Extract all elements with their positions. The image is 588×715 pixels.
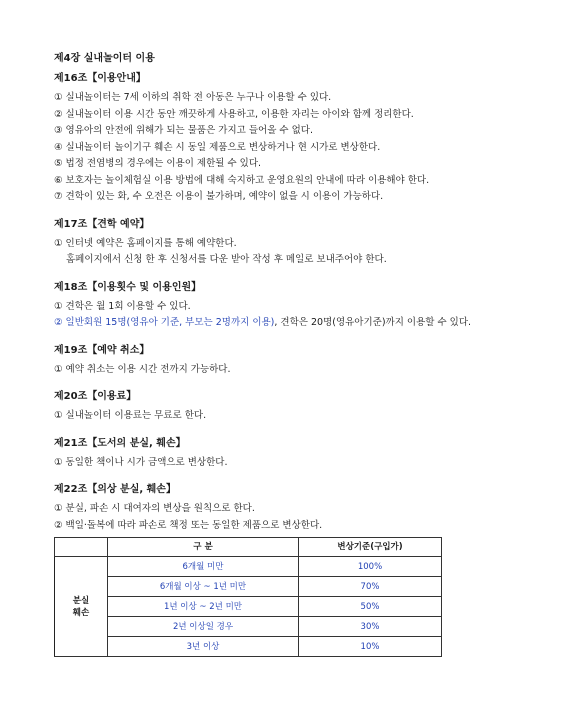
table-row	[55, 637, 442, 657]
article-title: 제20조【이용료】	[54, 391, 137, 402]
table-header-empty	[55, 538, 108, 557]
article-item	[54, 107, 554, 124]
rate-cell: 50%	[299, 597, 442, 617]
article-item-text: ① 인터넷 예약은 홈페이지를 통해 예약한다.	[54, 237, 237, 249]
table-row	[55, 617, 442, 637]
article-item	[54, 90, 554, 107]
period-cell: 2년 이상일 경우	[108, 617, 299, 637]
table-header-category: 구 분	[108, 538, 299, 557]
article-section	[54, 281, 554, 332]
article-title: 제19조【예약 취소】	[54, 344, 150, 356]
article-item	[54, 299, 554, 316]
article-item-text: ② 백일·돌복에 따라 파손로 책정 또는 동일한 제품으로 변상한다.	[54, 519, 323, 531]
article-item-text: ④ 실내놀이터 놀이기구 훼손 시 동일 제품으로 변상하거나 현 시가로 변상한다.	[54, 141, 381, 153]
article-item-text: ⑤ 법정 전염병의 경우에는 이용이 제한될 수 있다.	[54, 158, 262, 169]
article-title: 제18조【이용횟수 및 이용인원】	[54, 281, 202, 293]
articles-container	[54, 72, 554, 534]
article-item-text: ② 실내놀이터 이용 시간 동안 깨끗하게 사용하고, 이용한 자리는 아이와 함께 정리한다.	[54, 108, 414, 120]
article-item-text: ⑦ 견학이 있는 화, 수 오전은 이용이 불가하며, 예약이 없을 시 이용이 가능하다.	[54, 191, 384, 202]
article-title: 제17조【견학 예약】	[54, 218, 150, 230]
table-header-rate: 변상기준(구입가)	[299, 538, 442, 557]
article-section	[54, 483, 554, 534]
article-item	[54, 362, 554, 379]
row-group-line2: 훼손	[72, 607, 90, 618]
article-item	[54, 173, 554, 190]
article-item	[54, 315, 554, 332]
article-item-tail: , 견학은 20명(영유아기준)까지 이용할 수 있다.	[274, 317, 472, 328]
row-group-label	[55, 557, 108, 657]
article-item-text: ① 분실, 파손 시 대여자의 변상을 원칙으로 한다.	[54, 503, 255, 514]
article-item	[54, 236, 554, 253]
chapter-title: 제4장 실내놀이터 이용	[54, 53, 155, 64]
article-item-text: ① 실내놀이터 이용료는 무료로 한다.	[54, 410, 207, 421]
article-section	[54, 437, 554, 472]
rate-cell: 70%	[299, 577, 442, 597]
article-title: 제22조【의상 분실, 훼손】	[54, 484, 176, 495]
table-header-row	[55, 538, 442, 557]
article-item-text: 홈페이지에서 신청 한 후 신청서를 다운 받아 작성 후 메일로 보내주어야 한다.	[66, 254, 387, 265]
article-item	[54, 123, 554, 140]
article-item	[54, 408, 554, 425]
table-row	[55, 597, 442, 617]
article-item	[54, 518, 554, 535]
article-section	[54, 390, 554, 425]
article-item-text: ① 견학은 월 1회 이용할 수 있다.	[54, 300, 191, 312]
table-body	[55, 557, 442, 657]
article-section	[54, 72, 554, 206]
rate-cell: 100%	[299, 557, 442, 577]
article-item	[54, 252, 554, 269]
article-item	[54, 140, 554, 157]
row-group-line1: 분실	[72, 595, 90, 606]
rate-cell: 30%	[299, 617, 442, 637]
article-title: 제16조【이용안내】	[54, 73, 146, 84]
article-item	[54, 156, 554, 173]
period-cell: 6개월 미만	[108, 557, 299, 577]
article-item-text: ① 실내놀이터는 7세 이하의 취학 전 아동은 누구나 이용할 수 있다.	[54, 92, 332, 103]
article-item	[54, 455, 554, 472]
article-item-text: ① 동일한 책이나 시가 금액으로 변상한다.	[54, 456, 228, 468]
article-item	[54, 189, 554, 206]
article-item-text: ① 예약 취소는 이용 시간 전까지 가능하다.	[54, 363, 231, 375]
article-item-text: ② 일반회원 15명(영유아 기준, 부모는 2명까지 이용)	[54, 317, 275, 328]
article-section	[54, 218, 554, 269]
article-item-text: ③ 영유아의 안전에 위해가 되는 물품은 가지고 들어올 수 없다.	[54, 125, 313, 136]
period-cell: 1년 이상 ~ 2년 미만	[108, 597, 299, 617]
article-title: 제21조【도서의 분실, 훼손】	[54, 437, 186, 449]
period-cell: 3년 이상	[108, 637, 299, 657]
period-cell: 6개월 이상 ~ 1년 미만	[108, 577, 299, 597]
article-item	[54, 501, 554, 518]
document-page	[54, 52, 554, 657]
table-row	[55, 577, 442, 597]
article-item-text: ⑥ 보호자는 놀이체험실 이용 방법에 대해 숙지하고 운영요원의 안내에 따라 이용해야 한다.	[54, 174, 430, 186]
rate-cell: 10%	[299, 637, 442, 657]
article-section	[54, 344, 554, 379]
table-row	[55, 557, 442, 577]
compensation-table	[54, 537, 442, 657]
